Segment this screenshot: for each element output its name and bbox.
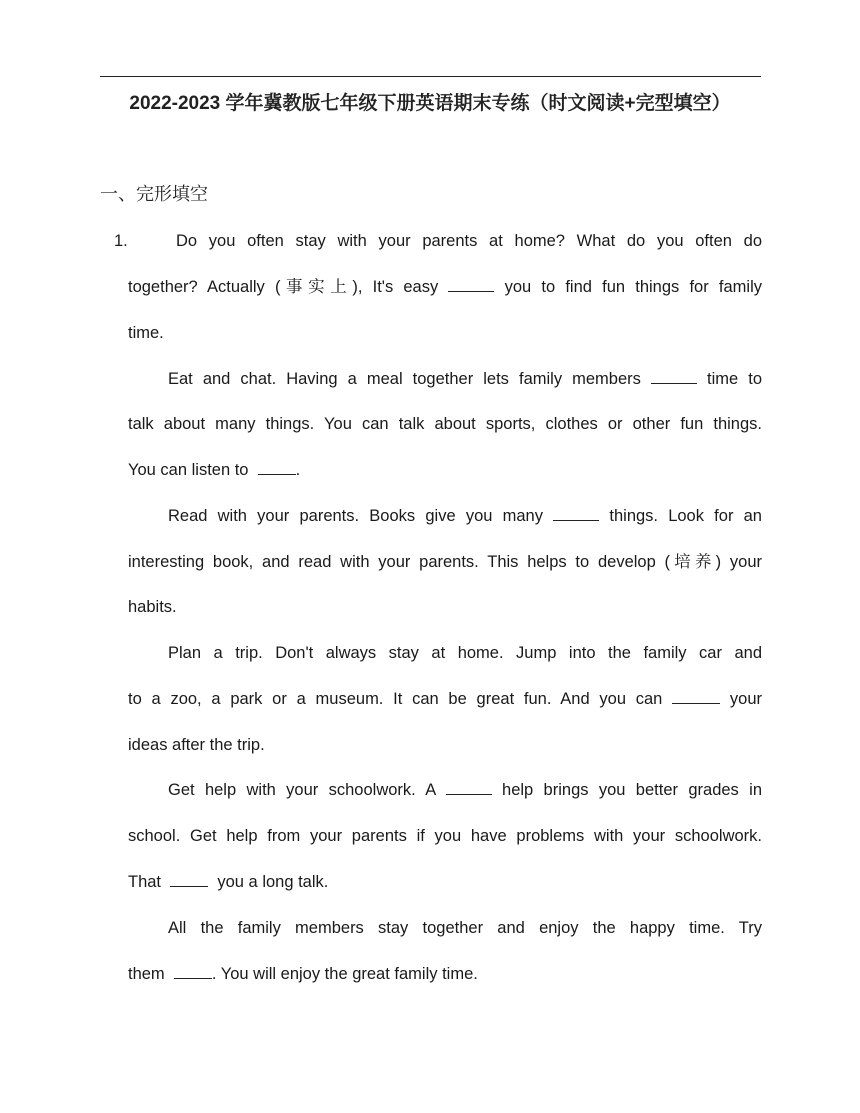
passage-line: Plan a trip. Don't always stay at home. Jump into the family car and — [168, 644, 762, 662]
passage-line: together? Actually (事实上), It's easy you to find fun things for family — [128, 277, 762, 296]
chinese-gloss: 培养 — [670, 552, 716, 571]
answer-blank[interactable] — [174, 964, 212, 979]
passage-line: Eat and chat. Having a meal together lets family members time to — [168, 370, 762, 388]
answer-blank[interactable] — [258, 460, 296, 475]
question-number: 1. — [114, 232, 128, 250]
passage-line: All the family members stay together and enjoy the happy time. Try — [168, 919, 762, 937]
section-heading: 一、完形填空 — [100, 184, 208, 204]
answer-blank[interactable] — [170, 872, 208, 887]
passage-line: school. Get help from your parents if you have problems with your schoolwork. — [128, 827, 762, 845]
answer-blank[interactable] — [448, 277, 494, 292]
passage-line: interesting book, and read with your parents. This helps to develop (培养) your — [128, 552, 763, 571]
passage-line: Do you often stay with your parents at home? What do you often do — [176, 232, 762, 250]
answer-blank[interactable] — [672, 689, 720, 704]
passage-line: Get help with your schoolwork. A help brings you better grades in — [168, 781, 762, 799]
page-title: 2022-2023 学年冀教版七年级下册英语期末专练（时文阅读+完型填空） — [129, 93, 731, 114]
passage-line: That you a long talk. — [128, 873, 329, 891]
chinese-gloss: 事实上 — [280, 277, 353, 296]
passage-line: time. — [128, 324, 164, 342]
answer-blank[interactable] — [446, 780, 492, 795]
answer-blank[interactable] — [553, 506, 599, 521]
passage-line: habits. — [128, 598, 177, 616]
passage-line: to a zoo, a park or a museum. It can be great fun. And you can your — [128, 690, 762, 708]
passage-line: ideas after the trip. — [128, 736, 265, 754]
passage-line: You can listen to . — [128, 461, 301, 479]
header-rule — [100, 76, 761, 77]
passage-line: Read with your parents. Books give you many things. Look for an — [168, 507, 762, 525]
passage-line: talk about many things. You can talk about sports, clothes or other fun things. — [128, 415, 762, 433]
answer-blank[interactable] — [651, 369, 697, 384]
passage-line: them . You will enjoy the great family time. — [128, 965, 478, 983]
